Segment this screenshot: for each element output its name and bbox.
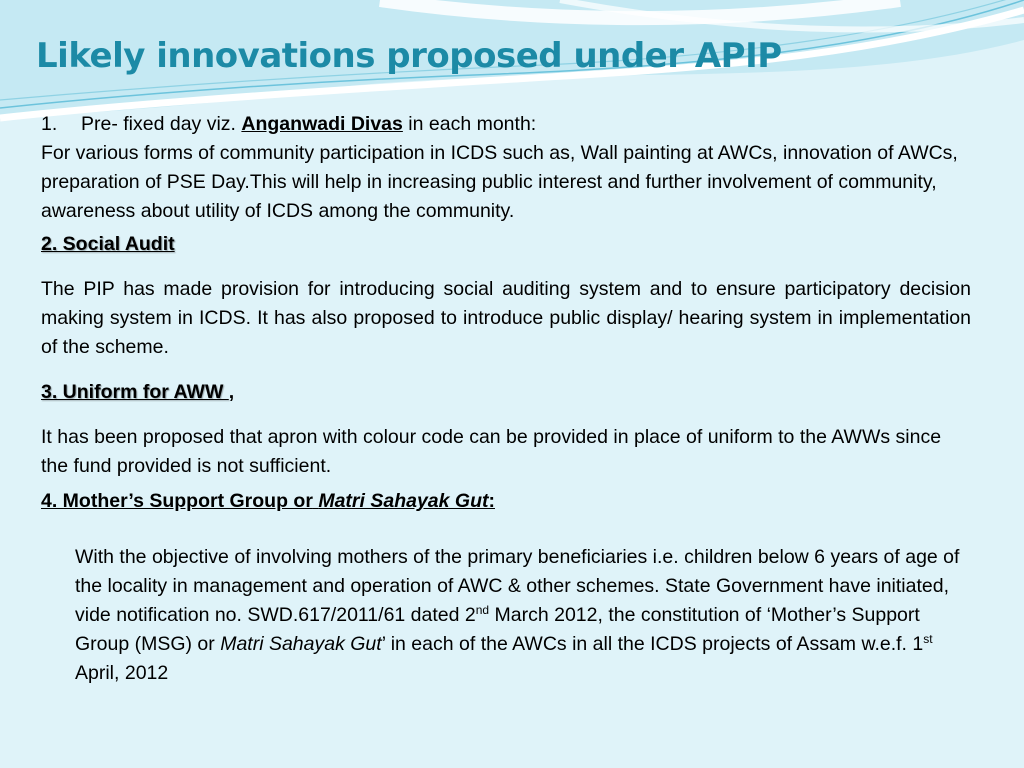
uniform-heading: 3. Uniform for AWW — [41, 381, 229, 403]
slide-content — [41, 110, 971, 688]
section-1-lead: Pre- fixed day viz. — [81, 113, 236, 135]
section-1-number: 1. — [41, 113, 58, 135]
section-1-tail: in each month: — [408, 113, 537, 135]
msg-heading-lead: 4. Mother’s Support Group or — [41, 490, 313, 512]
section-3-body: It has been proposed that apron with colour code can be provided in place of uniform to the AWWs since the fund provided is not sufficient. — [41, 426, 942, 477]
msg-heading-colon: : — [488, 490, 495, 512]
section-1-body: For various forms of community participation in ICDS such as, Wall painting at AWCs, innovation of AWCs, preparation of PSE Day.This will help in increasing public interest and further involvement of community, awareness about utility of ICDS among the community. — [41, 142, 958, 222]
section-2-heading — [41, 230, 971, 259]
superscript-nd: nd — [475, 603, 490, 617]
msg-body-part-3: ’ in each of the AWCs in all the ICDS projects of Assam w.e.f. 1 — [381, 633, 924, 655]
msg-body-part-4: April, 2012 — [75, 662, 169, 684]
superscript-st: st — [923, 632, 933, 646]
matri-sahayak-gut-inline: Matri Sahayak Gut — [220, 633, 382, 655]
section-3-heading — [41, 378, 971, 407]
section-4-heading — [41, 487, 971, 516]
slide-title: Likely innovations proposed under APIP — [36, 36, 782, 76]
uniform-heading-suffix: , — [228, 381, 235, 403]
section-4-body — [75, 543, 971, 688]
section-1-heading — [41, 110, 971, 139]
social-audit-heading: 2. Social Audit — [41, 233, 175, 255]
msg-body-part-1: With the objective of involving mothers of the primary beneficiaries i.e. children below 6 years of age of the locality in management and operation of AWC & other schemes. State Government have initiated, vide notification no. SWD.617/2011/61 dated 2 — [75, 546, 960, 626]
section-2-body: The PIP has made provision for introducing social auditing system and to ensure participatory decision making system in ICDS. It has also proposed to introduce public display/ hearing system in implementation of the scheme. — [41, 278, 971, 358]
msg-body-part-2: March 2012, the constitution of ‘Mother’s Support Group (MSG) or — [75, 604, 920, 655]
matri-sahayak-gut-heading: Matri Sahayak Gut — [318, 490, 489, 512]
anganwadi-divas-label: Anganwadi Divas — [241, 113, 403, 135]
